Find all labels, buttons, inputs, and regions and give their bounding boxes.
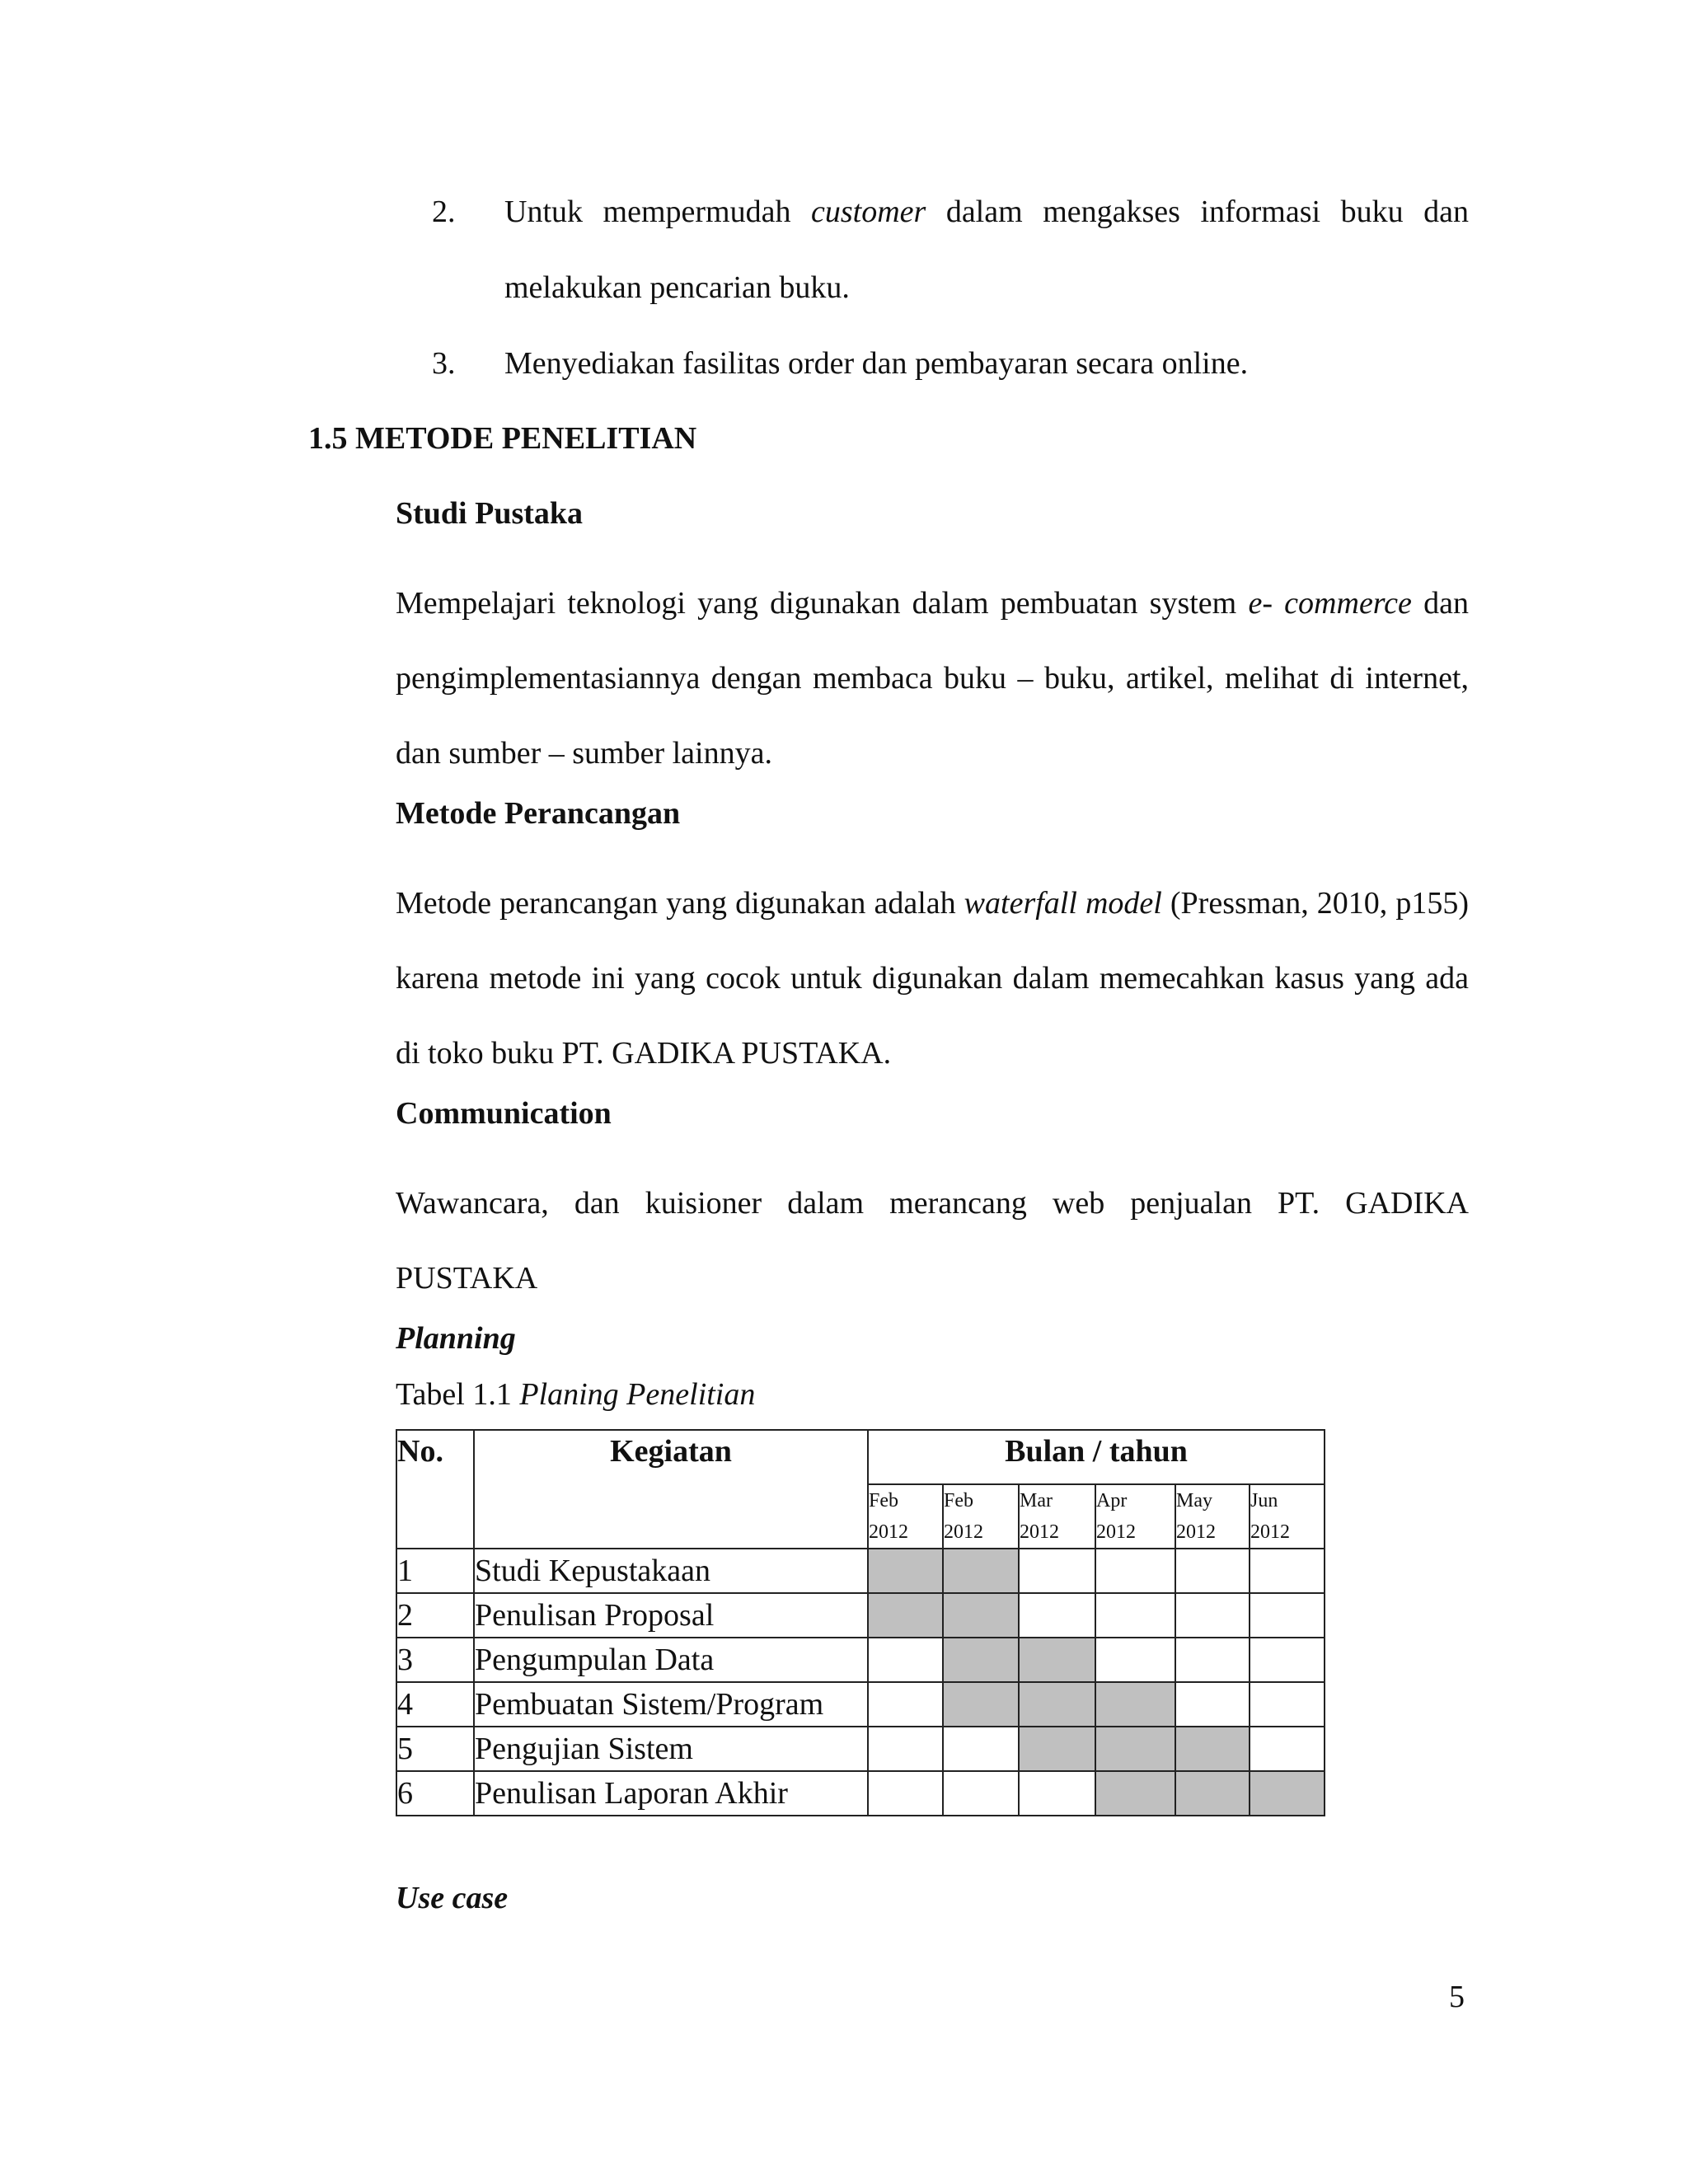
- schedule-cell-empty: [1095, 1638, 1175, 1682]
- schedule-cell-empty: [943, 1771, 1019, 1816]
- schedule-cell-filled: [943, 1593, 1019, 1638]
- month-header-cell: [868, 1484, 943, 1549]
- schedule-cell-empty: [868, 1638, 943, 1682]
- schedule-cell-empty: [1019, 1771, 1095, 1816]
- row-number: 5: [396, 1727, 474, 1771]
- month-label: Jun: [1250, 1490, 1278, 1511]
- schedule-cell-filled: [1095, 1771, 1175, 1816]
- table-caption: Tabel 1.1 Planing Penelitian: [396, 1377, 756, 1412]
- schedule-cell-empty: [1250, 1682, 1325, 1727]
- month-label: May: [1176, 1490, 1212, 1511]
- schedule-cell-empty: [868, 1771, 943, 1816]
- schedule-cell-empty: [1175, 1682, 1250, 1727]
- month-label: Mar: [1020, 1490, 1053, 1511]
- schedule-cell-filled: [1019, 1638, 1095, 1682]
- list-item-2-cont: [504, 265, 850, 310]
- schedule-cell-filled: [1095, 1727, 1175, 1771]
- row-activity: Penulisan Laporan Akhir: [474, 1771, 868, 1816]
- subheading-studi-pustaka: Studi Pustaka: [396, 496, 584, 531]
- row-activity: Penulisan Proposal: [474, 1593, 868, 1638]
- emphasis-customer: customer: [810, 194, 926, 229]
- table-row: [396, 1771, 1325, 1816]
- month-header-cell: [1019, 1484, 1095, 1549]
- year-label: 2012: [1020, 1521, 1059, 1543]
- schedule-cell-filled: [1250, 1771, 1325, 1816]
- schedule-cell-filled: [1095, 1682, 1175, 1727]
- emphasis-waterfall: waterfall model: [964, 886, 1162, 921]
- schedule-cell-empty: [1175, 1549, 1250, 1593]
- row-activity: Pengumpulan Data: [474, 1638, 868, 1682]
- schedule-cell-filled: [1019, 1727, 1095, 1771]
- schedule-cell-filled: [1175, 1771, 1250, 1816]
- month-label: Apr: [1096, 1490, 1128, 1511]
- emphasis-ecommerce: e- commerce: [1248, 586, 1412, 621]
- header-no: No.: [396, 1430, 474, 1549]
- row-number: 6: [396, 1771, 474, 1816]
- row-number: 1: [396, 1549, 474, 1593]
- paragraph-communication: Wawancara, dan kuisioner dalam merancang web penjualan PT. GADIKA PUSTAKA: [396, 1186, 1469, 1296]
- list-number: 3.: [432, 346, 456, 381]
- paragraph-metode-perancangan: Metode perancangan yang digunakan adalah waterfall model (Pressman, 2010, p155) karena metode ini yang cocok untuk digunakan dalam memecahkan kasus yang ada di toko buku PT. GADIKA PUSTAKA.: [396, 886, 1469, 1071]
- schedule-cell-empty: [1250, 1727, 1325, 1771]
- subheading-use-case: Use case: [396, 1881, 509, 1915]
- month-header-cell: [1175, 1484, 1250, 1549]
- schedule-cell-filled: [943, 1682, 1019, 1727]
- table-row: [396, 1638, 1325, 1682]
- schedule-cell-filled: [868, 1549, 943, 1593]
- month-header-cell: [1095, 1484, 1175, 1549]
- year-label: 2012: [1250, 1521, 1290, 1543]
- month-label: Feb: [944, 1490, 973, 1511]
- planning-table: [396, 1429, 1325, 1816]
- table-row: [396, 1727, 1325, 1771]
- month-label: Feb: [869, 1490, 898, 1511]
- schedule-cell-filled: [1175, 1727, 1250, 1771]
- schedule-cell-empty: [1175, 1638, 1250, 1682]
- schedule-cell-empty: [868, 1727, 943, 1771]
- list-text-line2: melakukan pencarian buku.: [504, 270, 850, 305]
- subheading-communication: Communication: [396, 1096, 612, 1131]
- row-number: 3: [396, 1638, 474, 1682]
- schedule-cell-filled: [868, 1593, 943, 1638]
- schedule-cell-empty: [1095, 1549, 1175, 1593]
- list-text-line1: Untuk mempermudah customer dalam mengakses informasi buku dan: [504, 194, 1469, 229]
- schedule-cell-empty: [1175, 1593, 1250, 1638]
- page-number: 5: [1449, 1980, 1465, 2014]
- subheading-planning: Planning: [396, 1321, 516, 1356]
- list-number: 2.: [432, 194, 456, 229]
- subheading-metode-perancangan: Metode Perancangan: [396, 796, 681, 831]
- month-header-cell: [943, 1484, 1019, 1549]
- schedule-cell-empty: [868, 1682, 943, 1727]
- table-body: [396, 1549, 1325, 1816]
- schedule-cell-empty: [1019, 1549, 1095, 1593]
- schedule-cell-empty: [1250, 1593, 1325, 1638]
- month-header-cell: [1250, 1484, 1325, 1549]
- row-activity: Pengujian Sistem: [474, 1727, 868, 1771]
- schedule-cell-empty: [1250, 1638, 1325, 1682]
- year-label: 2012: [1096, 1521, 1136, 1543]
- schedule-cell-empty: [1019, 1593, 1095, 1638]
- paragraph-studi-pustaka: Mempelajari teknologi yang digunakan dalam pembuatan system e- commerce dan pengimplementasiannya dengan membaca buku – buku, artikel, melihat di internet, dan sumber – sumber lainnya.: [396, 586, 1470, 771]
- schedule-cell-filled: [943, 1549, 1019, 1593]
- table-row: [396, 1682, 1325, 1727]
- row-activity: Studi Kepustakaan: [474, 1549, 868, 1593]
- row-activity: Pembuatan Sistem/Program: [474, 1682, 868, 1727]
- schedule-cell-empty: [1250, 1549, 1325, 1593]
- schedule-cell-empty: [1095, 1593, 1175, 1638]
- table-row: [396, 1593, 1325, 1638]
- year-label: 2012: [944, 1521, 983, 1543]
- year-label: 2012: [869, 1521, 908, 1543]
- year-label: 2012: [1176, 1521, 1216, 1543]
- schedule-cell-filled: [943, 1638, 1019, 1682]
- table-row: [396, 1549, 1325, 1593]
- schedule-cell-filled: [1019, 1682, 1095, 1727]
- schedule-cell-empty: [943, 1727, 1019, 1771]
- list-text: Menyediakan fasilitas order dan pembayaran secara online.: [504, 346, 1249, 381]
- row-number: 2: [396, 1593, 474, 1638]
- row-number: 4: [396, 1682, 474, 1727]
- header-months: Bulan / tahun: [868, 1430, 1325, 1484]
- header-activity: Kegiatan: [474, 1430, 868, 1549]
- section-heading: 1.5 METODE PENELITIAN: [308, 421, 697, 456]
